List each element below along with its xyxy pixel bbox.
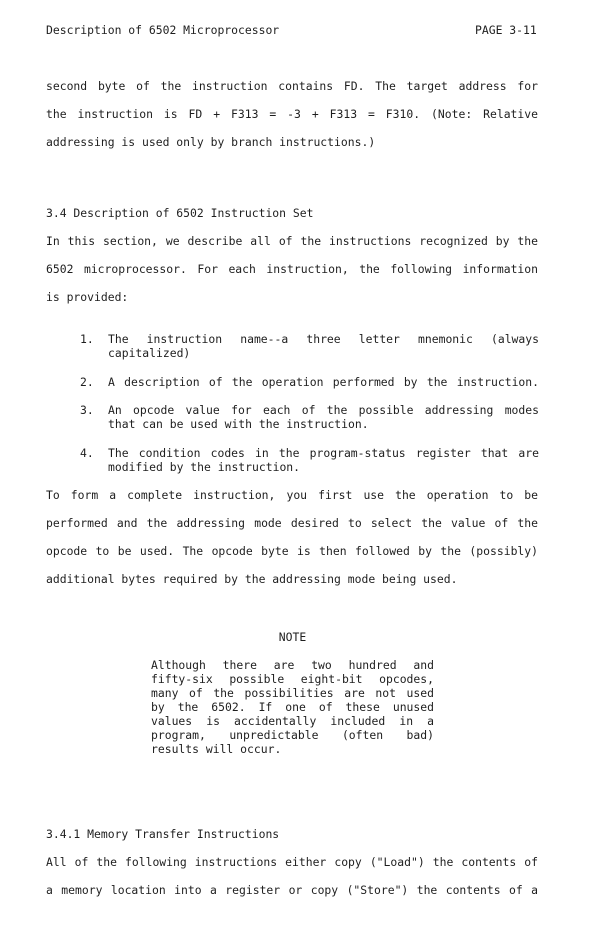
note-line-4: by the 6502. If one of these unused xyxy=(151,700,434,714)
form-line-3: opcode to be used. The opcode byte is then followed by the (possibly) xyxy=(46,544,538,558)
section-3-4-line-2: 6502 microprocessor. For each instruction, the following information xyxy=(46,262,538,276)
running-header-title: Description of 6502 Microprocessor xyxy=(46,23,280,37)
list-item-1-line-1: The instruction name--a three letter mnemonic (always xyxy=(108,332,539,346)
list-item-2-line-1: A description of the operation performed by the instruction. xyxy=(108,375,539,389)
list-item-number: 4. xyxy=(80,446,94,460)
form-line-4: additional bytes required by the addressing mode being used. xyxy=(46,572,458,586)
note-line-7: results will occur. xyxy=(151,742,282,756)
list-item-4-line-1: The condition codes in the program-status register that are xyxy=(108,446,539,460)
form-line-1: To form a complete instruction, you first use the operation to be xyxy=(46,488,538,502)
intro-line-1: second byte of the instruction contains FD. The target address for xyxy=(46,79,538,93)
section-3-4-line-3: is provided: xyxy=(46,290,129,304)
list-item-number: 3. xyxy=(80,403,94,417)
note-line-2: fifty-six possible eight-bit opcodes, xyxy=(151,672,434,686)
intro-line-2: the instruction is FD + F313 = -3 + F313 = F310. (Note: Relative xyxy=(46,107,538,121)
page-number: PAGE 3-11 xyxy=(475,23,537,37)
note-line-3: many of the possibilities are not used xyxy=(151,686,434,700)
note-line-5: values is accidentally included in a xyxy=(151,714,434,728)
note-title: NOTE xyxy=(278,630,307,644)
list-item-number: 2. xyxy=(80,375,94,389)
note-line-6: program, unpredictable (often bad) xyxy=(151,728,434,742)
section-heading-3-4: 3.4 Description of 6502 Instruction Set xyxy=(46,206,314,220)
intro-line-3: addressing is used only by branch instructions.) xyxy=(46,135,376,149)
section-3-4-1-line-1: All of the following instructions either copy ("Load") the contents of xyxy=(46,855,538,869)
list-item-4-line-2: modified by the instruction. xyxy=(108,460,301,474)
form-line-2: performed and the addressing mode desired to select the value of the xyxy=(46,516,538,530)
section-3-4-1-line-2: a memory location into a register or copy ("Store") the contents of a xyxy=(46,883,538,897)
list-item-1-line-2: capitalized) xyxy=(108,346,191,360)
section-heading-3-4-1: 3.4.1 Memory Transfer Instructions xyxy=(46,827,280,841)
list-item-number: 1. xyxy=(80,332,94,346)
list-item-3-line-1: An opcode value for each of the possible addressing modes xyxy=(108,403,539,417)
note-line-1: Although there are two hundred and xyxy=(151,658,434,672)
section-3-4-line-1: In this section, we describe all of the instructions recognized by the xyxy=(46,234,538,248)
list-item-3-line-2: that can be used with the instruction. xyxy=(108,417,369,431)
